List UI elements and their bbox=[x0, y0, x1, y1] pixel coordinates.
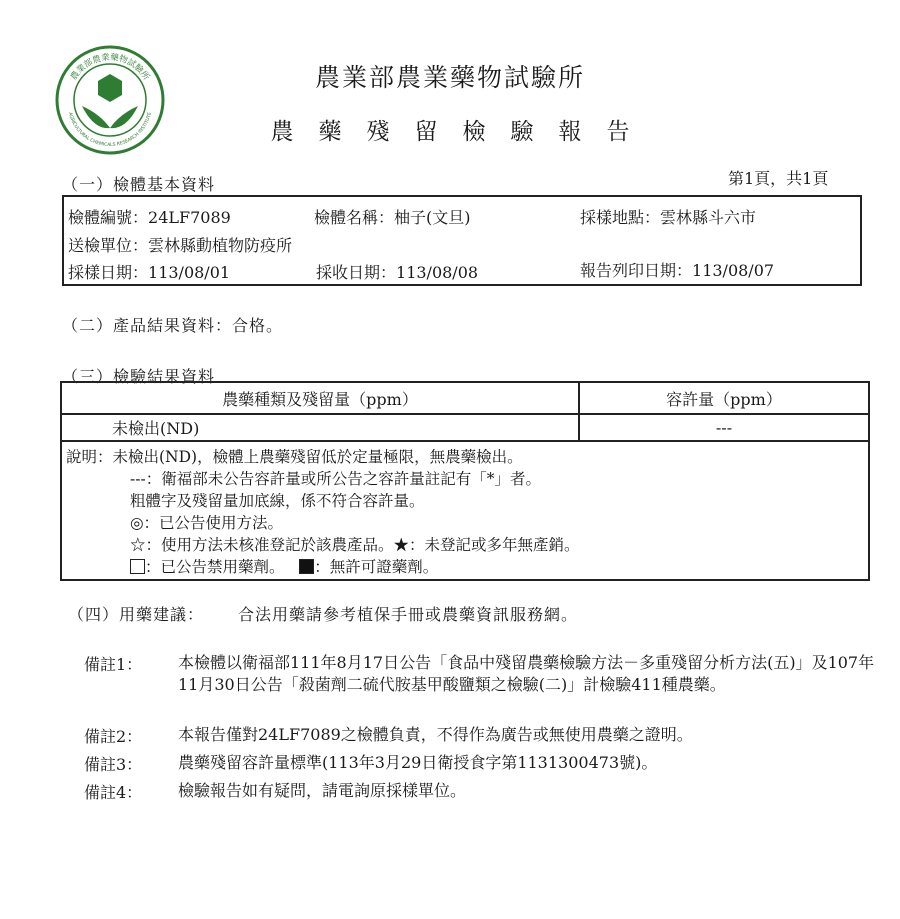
section1-title: （一）檢體基本資料 bbox=[62, 175, 216, 194]
empty-square-icon bbox=[130, 559, 145, 574]
remark-1-text: 本檢體以衛福部111年8月17日公告「食品中殘留農藥檢驗方法－多重殘留分析方法(五)」及107年11月30日公告「殺菌劑二硫代胺基甲酸鹽類之檢驗(二)」計檢驗411種農藥。 bbox=[178, 653, 875, 694]
sample-name-field: 檢體名稱：柚子(文旦) bbox=[314, 208, 471, 227]
remark-4-text: 檢驗報告如有疑問，請電詢原採樣單位。 bbox=[178, 781, 467, 800]
notes-line-4: ◎：已公告使用方法。 bbox=[130, 514, 284, 532]
remark-3-text: 農藥殘留容許量標準(113年3月29日衛授食字第1131300473號)。 bbox=[178, 753, 658, 772]
print-date-field: 報告列印日期：113/08/07 bbox=[580, 261, 775, 280]
col-tolerance-header: 容許量（ppm） bbox=[579, 382, 869, 414]
remark-2-label: 備註2： bbox=[84, 727, 143, 746]
remark-1-label: 備註1： bbox=[84, 655, 143, 674]
notes-line-1: 說明：未檢出(ND)，檢體上農藥殘留低於定量極限，無農藥檢出。 bbox=[66, 448, 523, 466]
location-field: 採樣地點：雲林縣斗六市 bbox=[580, 208, 757, 227]
receipt-date-field: 採收日期：113/08/08 bbox=[316, 263, 479, 282]
remark-3-label: 備註3： bbox=[84, 755, 143, 774]
notes-line-3: 粗體字及殘留量加底線，係不符合容許量。 bbox=[130, 492, 425, 510]
sampling-date-field: 採樣日期：113/08/01 bbox=[68, 263, 231, 282]
page-info: 第1頁，共1頁 bbox=[728, 169, 829, 188]
organization-name: 農業部農業藥物試驗所 bbox=[314, 63, 585, 92]
svg-text:AGRICULTURAL CHEMICALS RESEARC: AGRICULTURAL CHEMICALS RESEARCH INSTITUTE bbox=[66, 111, 154, 149]
col-pesticide-header: 農藥種類及殘留量（ppm） bbox=[61, 382, 579, 414]
filled-square-icon bbox=[299, 559, 314, 574]
remark-4-label: 備註4： bbox=[84, 783, 143, 802]
tolerance-cell: --- bbox=[579, 414, 869, 441]
notes-line-5: ☆：使用方法未核准登記於該農產品。★：未登記或多年無產銷。 bbox=[130, 536, 580, 554]
section4-label: （四）用藥建議： bbox=[68, 605, 205, 624]
submitter-field: 送檢單位：雲林縣動植物防疫所 bbox=[68, 236, 293, 255]
section4-text: 合法用藥請參考植保手冊或農藥資訊服務網。 bbox=[238, 605, 579, 624]
remark-2-text: 本報告僅對24LF7089之檢體負責，不得作為廣告或無使用農藥之證明。 bbox=[178, 725, 693, 744]
notes-line-2: ---：衛福部未公告容許量或所公告之容許量註記有「*」者。 bbox=[130, 470, 541, 488]
report-title: 農藥殘留檢驗報告 bbox=[270, 119, 655, 145]
notes-line-6: ：已公告禁用藥劑。 ：無許可證藥劑。 bbox=[130, 556, 438, 578]
product-result: （二）產品結果資料：合格。 bbox=[62, 316, 284, 335]
section3-title: （三）檢驗結果資料 bbox=[62, 367, 216, 386]
result-cell: 未檢出(ND) bbox=[61, 414, 579, 441]
svg-text:農業部農業藥物試驗所: 農業部農業藥物試驗所 bbox=[69, 52, 151, 83]
sample-no-field: 檢體編號：24LF7089 bbox=[68, 208, 231, 227]
